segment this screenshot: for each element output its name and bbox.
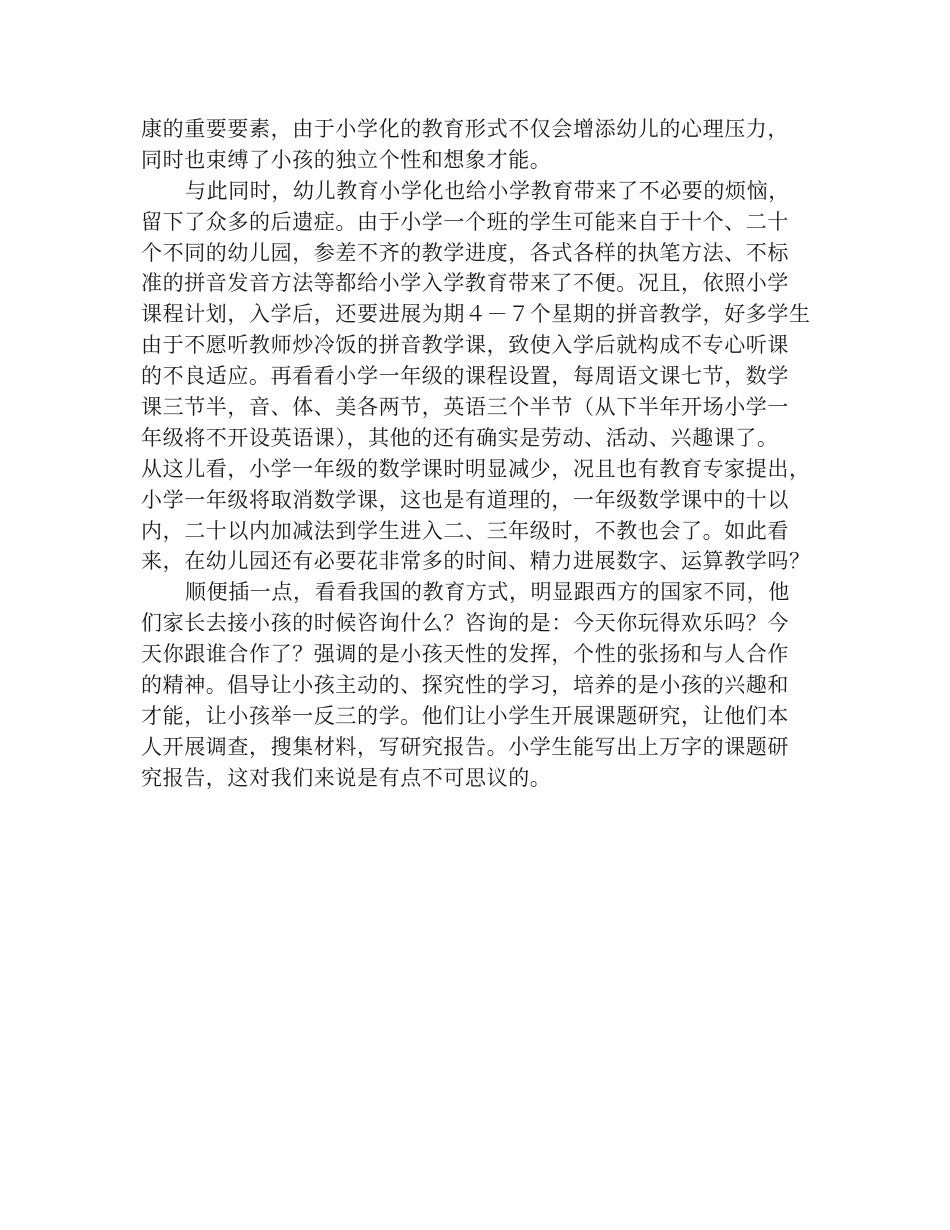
text-line: 准的拼音发音方法等都给小学入学教育带来了不便。况且，依照小学 [141, 271, 789, 296]
paragraph-start-line: 与此同时，幼儿教育小学化也给小学教育带来了不必要的烦恼， [185, 178, 790, 203]
text-line: 才能，让小孩举一反三的学。他们让小学生开展课题研究，让他们本 [141, 703, 789, 728]
text-line: 的不良适应。再看看小学一年级的课程设置，每周语文课七节，数学 [141, 364, 789, 389]
body-text [141, 114, 841, 794]
text-line: 来，在幼儿园还有必要花非常多的时间、精力进展数字、运算教学吗？ [141, 549, 811, 574]
text-line: 的精神。倡导让小孩主动的、探究性的学习，培养的是小孩的兴趣和 [141, 673, 789, 698]
text-line: 留下了众多的后遗症。由于小学一个班的学生可能来自于十个、二十 [141, 209, 789, 234]
paragraph-start-line: 顺便插一点，看看我国的教育方式，明显跟西方的国家不同，他 [185, 580, 790, 605]
text-line: 究报告，这对我们来说是有点不可思议的。 [141, 765, 552, 790]
text-line: 小学一年级将取消数学课，这也是有道理的，一年级数学课中的十以 [141, 487, 789, 512]
text-line: 们家长去接小孩的时候咨询什么？咨询的是：今天你玩得欢乐吗？今 [141, 611, 789, 636]
text-line: 年级将不开设英语课），其他的还有确实是劳动、活动、兴趣课了。 [141, 425, 779, 450]
text-line: 天你跟谁合作了？强调的是小孩天性的发挥，个性的张扬和与人合作 [141, 642, 789, 667]
text-line: 课三节半，音、体、美各两节，英语三个半节（从下半年开场小学一 [141, 395, 789, 420]
text-line: 由于不愿听教师炒冷饭的拼音教学课，致使入学后就构成不专心听课 [141, 333, 789, 358]
text-line: 从这儿看，小学一年级的数学课时明显减少，况且也有教育专家提出， [141, 456, 811, 481]
text-line: 康的重要要素，由于小学化的教育形式不仅会增添幼儿的心理压力， [141, 117, 789, 141]
text-line: 同时也束缚了小孩的独立个性和想象才能。 [141, 147, 552, 172]
text-line: 课程计划，入学后，还要进展为期４－７个星期的拼音教学，好多学生 [141, 302, 811, 327]
text-line: 人开展调查，搜集材料，写研究报告。小学生能写出上万字的课题研 [141, 734, 789, 759]
text-line: 内，二十以内加减法到学生进入二、三年级时，不教也会了。如此看 [141, 518, 789, 543]
text-line: 个不同的幼儿园，参差不齐的教学进度，各式各样的执笔方法、不标 [141, 240, 789, 265]
